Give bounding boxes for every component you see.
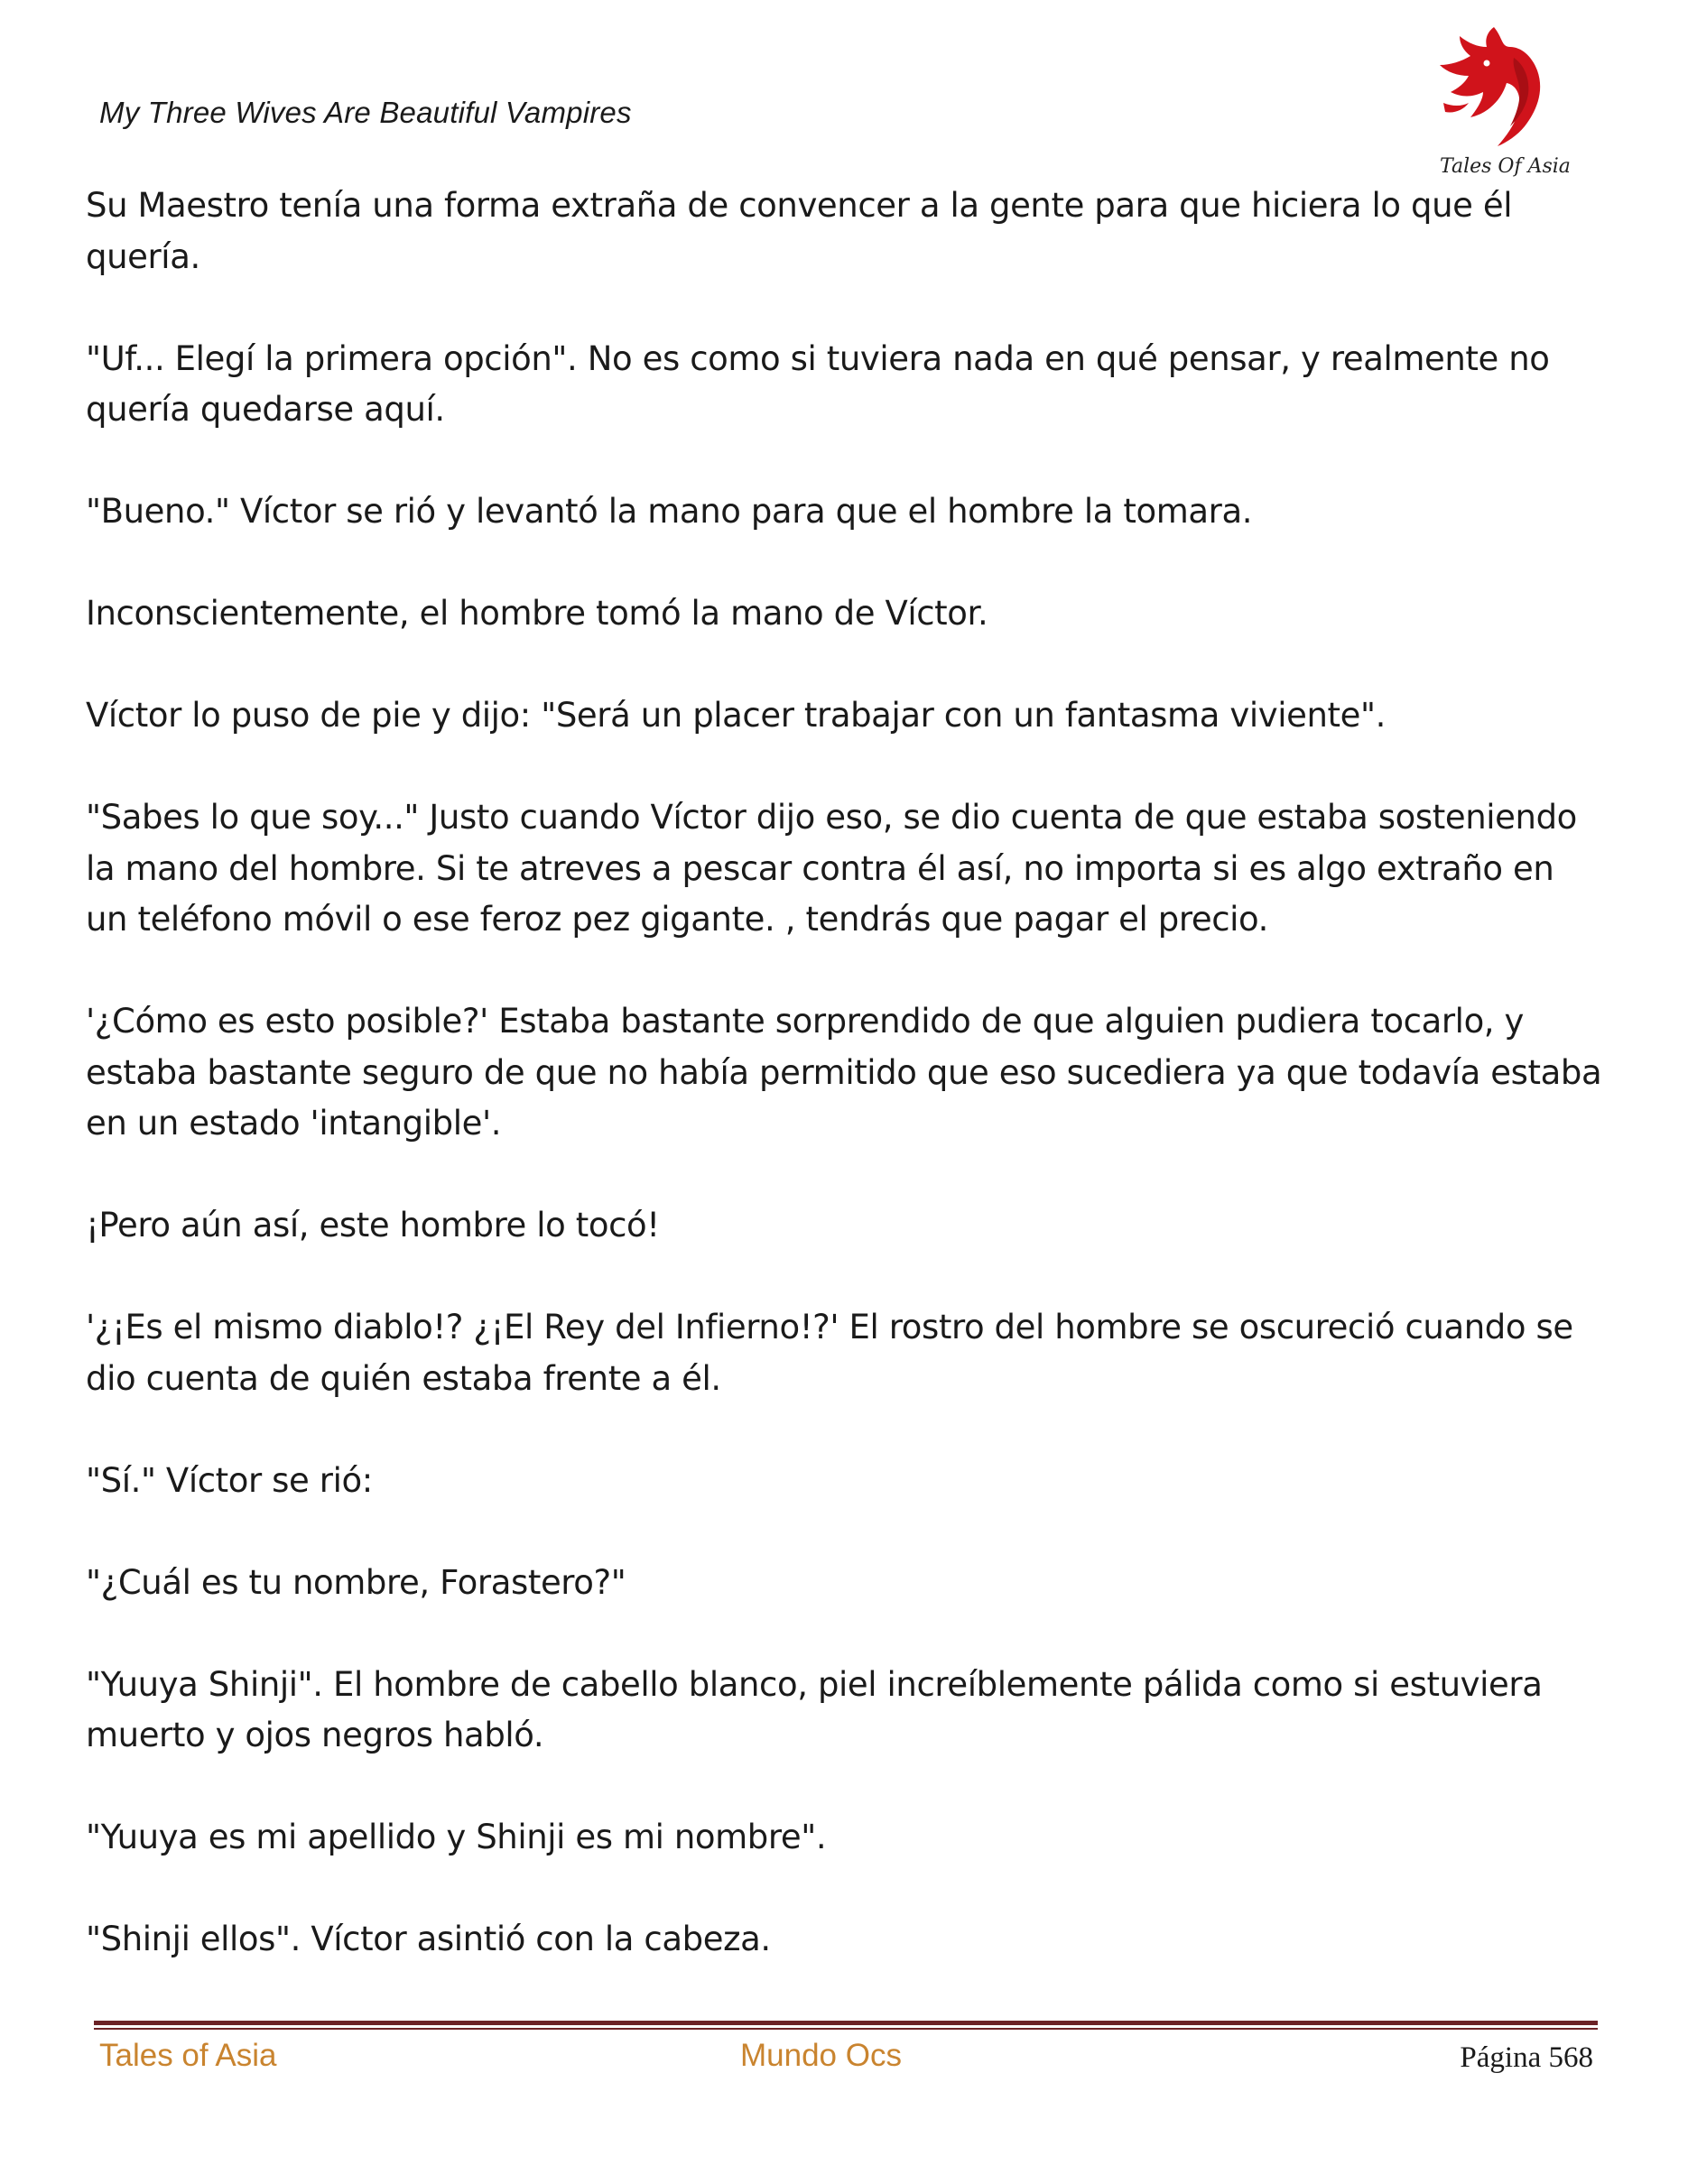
paragraph: '¿¡Es el mismo diablo!? ¿¡El Rey del Infierno!?' El rostro del hombre se oscureció cuando se dio cuenta de quién estaba frente a él. xyxy=(86,1308,1573,1398)
paragraph: Inconscientemente, el hombre tomó la mano de Víctor. xyxy=(86,594,988,633)
paragraph: '¿Cómo es esto posible?' Estaba bastante sorprendido de que alguien pudiera tocarlo, y estaba bastante seguro de que no había permitido que eso sucediera ya que todavía estaba en un estado 'intangible'. xyxy=(86,1002,1602,1143)
book-title: My Three Wives Are Beautiful Vampires xyxy=(99,96,632,129)
paragraph: "¿Cuál es tu nombre, Forastero?" xyxy=(86,1562,626,1602)
red-dragon-logo-icon xyxy=(1431,20,1557,155)
footer-rule xyxy=(94,2021,1598,2025)
footer-site-name: Tales of Asia xyxy=(99,2038,277,2073)
paragraph: "Yuuya es mi apellido y Shinji es mi nombre". xyxy=(86,1818,827,1856)
footer-section-name: Mundo Ocs xyxy=(740,2038,902,2073)
paragraph: "Sabes lo que soy..." Justo cuando Víctor dijo eso, se dio cuenta de que estaba sosteniendo la mano del hombre. Si te atreves a pescar contra él así, no importa si es algo extraño en un teléfono móvil o ese feroz pez gigante. , tendrás que pagar el precio. xyxy=(86,798,1577,939)
page-content xyxy=(86,180,1602,2016)
footer-rule-thin xyxy=(94,2028,1598,2030)
paragraph: Su Maestro tenía una forma extraña de convencer a la gente para que hiciera lo que él quería. xyxy=(86,186,1513,276)
paragraph: "Yuuya Shinji". El hombre de cabello blanco, piel increíblemente pálida como si estuviera muerto y ojos negros habló. xyxy=(86,1664,1543,1754)
tales-of-asia-logo xyxy=(1431,20,1571,182)
paragraph: ¡Pero aún así, este hombre lo tocó! xyxy=(86,1206,660,1245)
paragraph: "Bueno." Víctor se rió y levantó la mano para que el hombre la tomara. xyxy=(86,492,1253,531)
page-header xyxy=(0,0,1688,180)
logo-text: Tales Of Asia xyxy=(1440,155,1571,178)
paragraph: "Uf... Elegí la primera opción". No es como si tuviera nada en qué pensar, y realmente no quería quedarse aquí. xyxy=(86,338,1550,429)
paragraph: "Sí." Víctor se rió: xyxy=(86,1460,373,1500)
paragraph: Víctor lo puso de pie y dijo: "Será un placer trabajar con un fantasma viviente". xyxy=(86,696,1386,735)
page-number: Página 568 xyxy=(1460,2041,1593,2074)
paragraph: "Shinji ellos". Víctor asintió con la cabeza. xyxy=(86,1920,771,1958)
